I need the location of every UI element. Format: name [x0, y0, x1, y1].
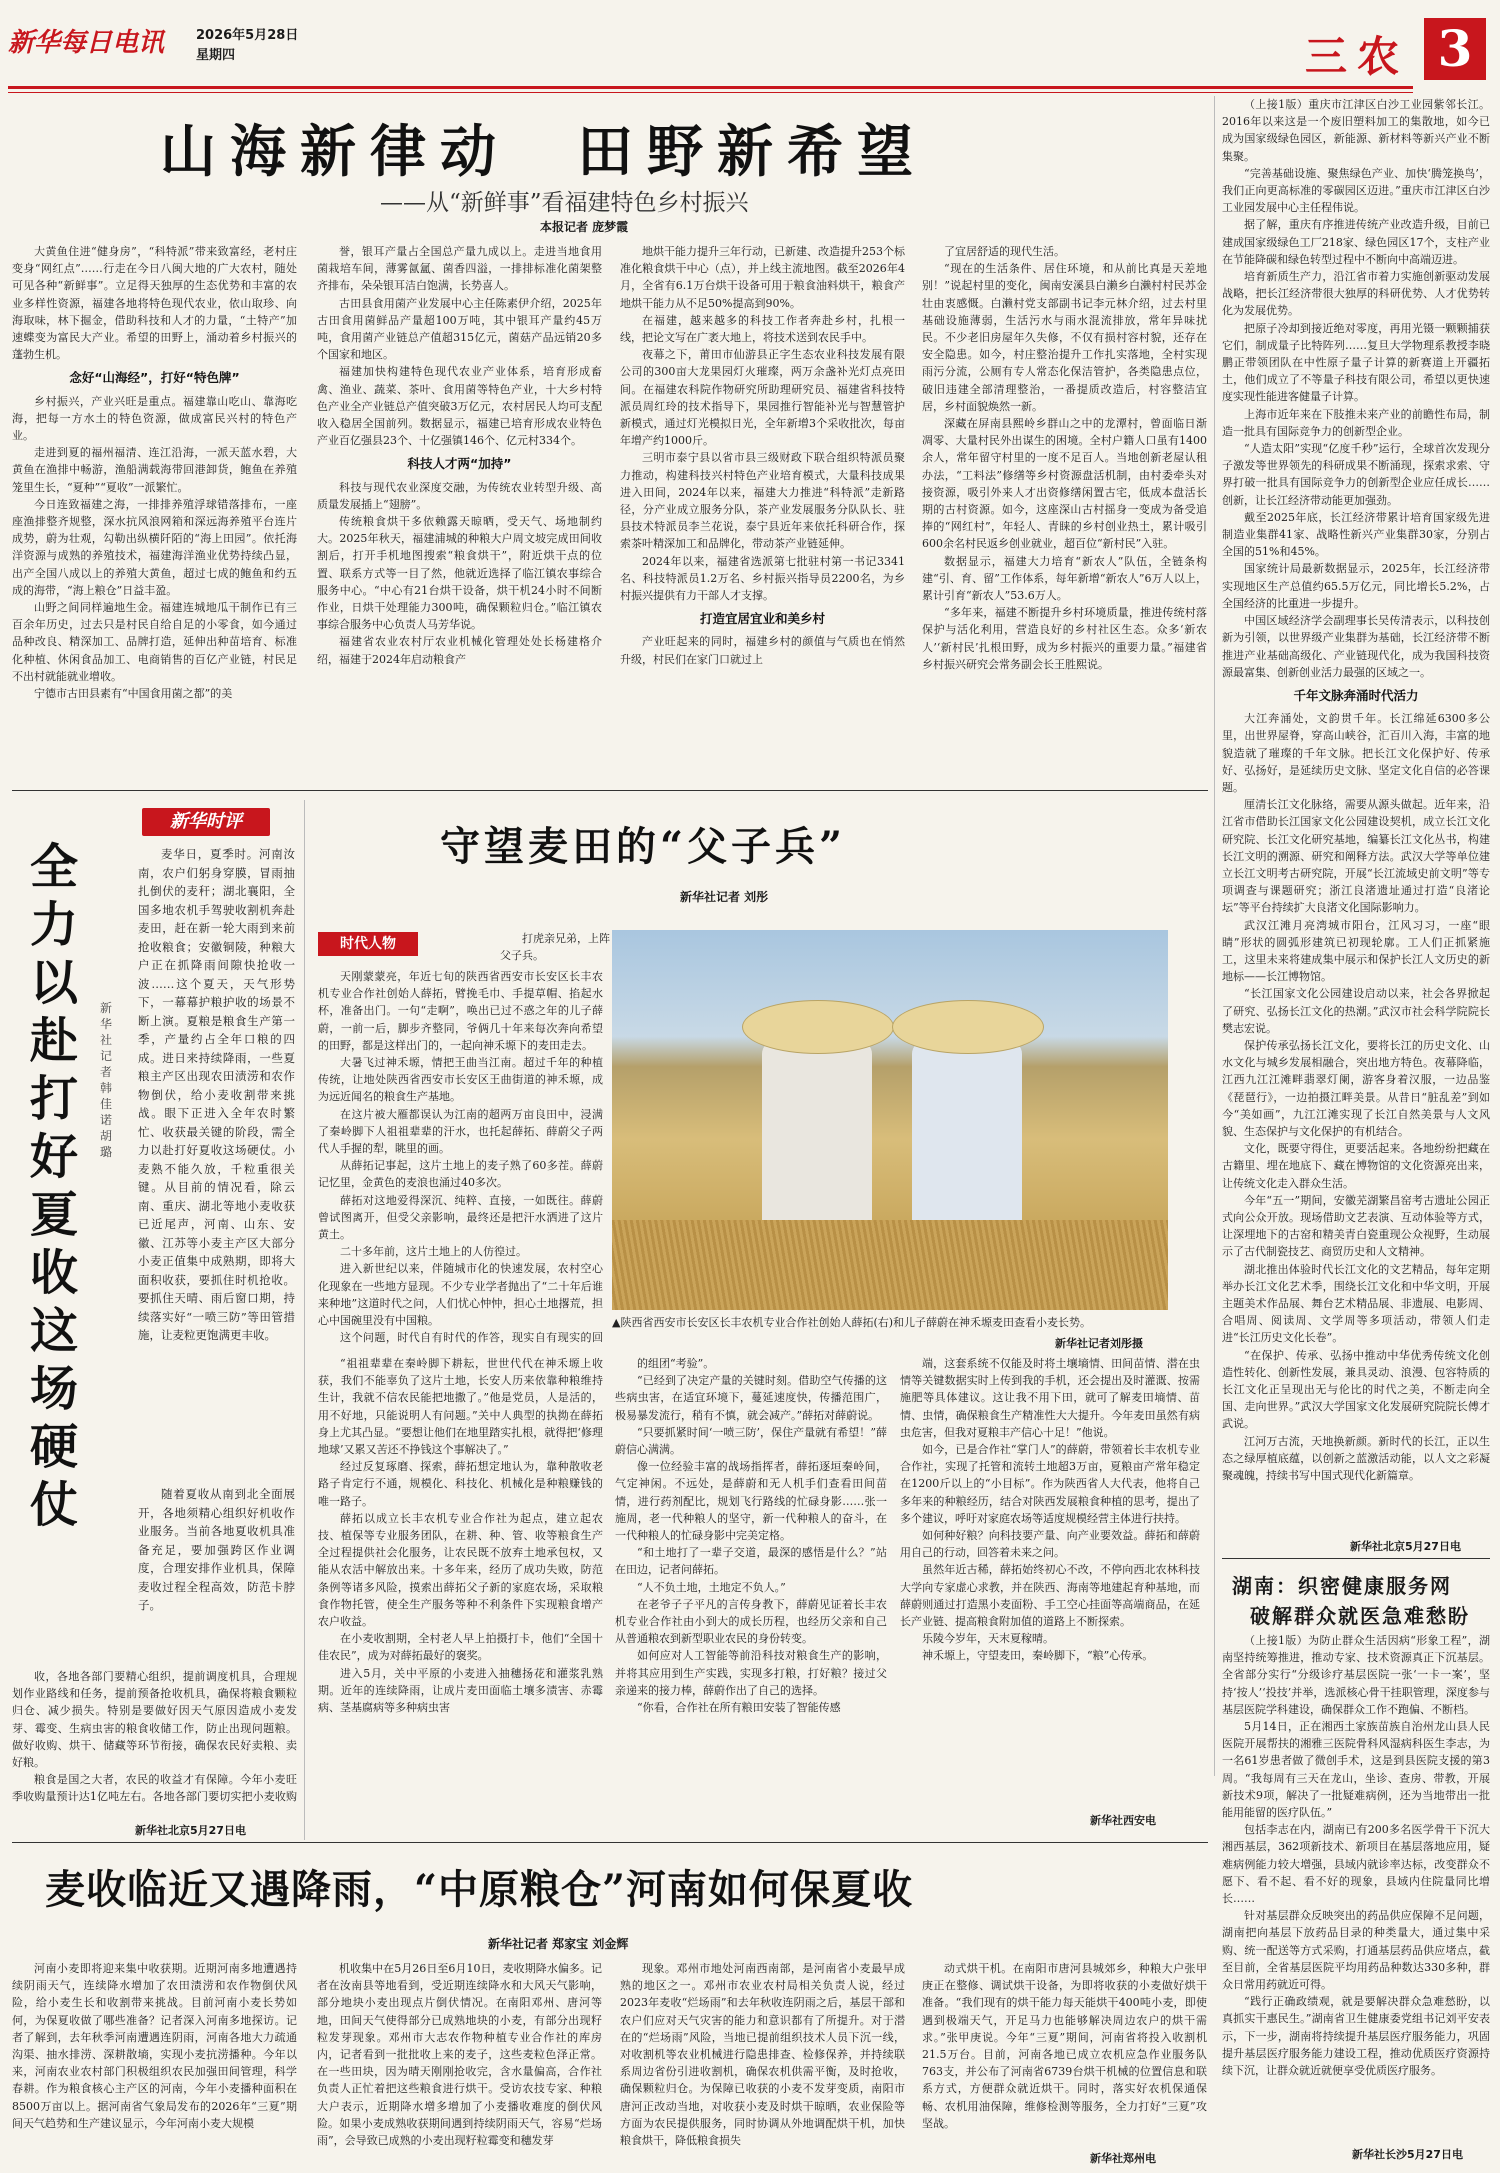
paragraph: 针对基层群众反映突出的药品供应保障不足问题，湖南把向基层下放药品目录的种类量大，通过集中采购、统一配送等方式采购，打通基层药品供应堵点，截至目前，全省基层医院平均用药品种数达330多种，群众日常用药就近可得。 — [1222, 1909, 1490, 1992]
paragraph: 进入5月，关中平原的小麦进入抽穗扬花和灌浆乳熟期。近年的连续降雨，让成片麦田面临土壤多渍害、赤霉病、茎基腐病等多种病虫害 — [318, 1666, 603, 1715]
paragraph: 走进到夏的福州福清、连江沿海，一派天蓝水碧，大黄鱼在渔排中畅游，渔船满载海带回港卸货，鲍鱼在养殖笼里生长，“夏种”“夏收”一派繁忙。 — [12, 446, 297, 494]
hunan-title-1: 湖南：织密健康服务网 — [1232, 1574, 1452, 1598]
paragraph: 保护传承弘扬长江文化，要将长江的历史文化、山水文化与城乡发展相融合，突出地方特色。夜幕降临，江西九江江滩畔翡翠灯阑，游客身着汉服，一边品鉴《琵琶行》，一边拍摄江畔美景。从昔日“脏乱差”到如今“美如画”，九江江滩实现了长江自然美景与人文风貌、生态保护与文化保护的有机结合。 — [1222, 1038, 1490, 1138]
paragraph: 薛拓对这地爱得深沉、纯粹、直接，一如既往。薛蔚曾试图离开，但受父亲影响，最终还是把汗水洒进了这片黄土。 — [318, 1193, 603, 1242]
hunan-byline: 新华社长沙5月27日电 — [1352, 2148, 1463, 2161]
paragraph: “现在的生活条件、居住环境，和从前比真是天差地别！”说起村里的变化，闽南安溪县白濑乡白濑村村民苏金壮由衷感慨。白濑村党支部副书记李元林介绍，过去村里基础设施薄弱，生活污水与雨水混流排放，常年异味扰民。不少老旧房屋年久失修，不仅有损村容村貌，还存在安全隐患。如今，村庄整治提升工作扎实落地，全村实现雨污分流，公厕有专人常态化保洁管护，各类隐患点位，破旧违建全部清理整治，一番提质改造后，村容整洁宜居，乡村面貌焕然一新。 — [922, 262, 1207, 413]
hunan-article-col — [1222, 1632, 1490, 2142]
paragraph: “你看，合作社在所有粮田安装了智能传感 — [637, 1701, 841, 1715]
issue-weekday: 星期四 — [196, 48, 236, 63]
article2-badge-label: 时代人物 — [340, 936, 396, 952]
paragraph: 在小麦收割期，全村老人早上拍摄打卡，他们“全国十佳农民”，成为对薛拓最好的褒奖。 — [318, 1632, 603, 1663]
article1-col1 — [12, 243, 297, 778]
photo-credit: 新华社记者刘彤摄 — [1055, 1337, 1143, 1350]
article3-title: 麦收临近又遇降雨，“中原粮仓”河南如何保夏收 — [45, 1866, 914, 1913]
paragraph: 三明市泰宁县以省市县三级财政下联合组织特派员聚力推动，构建科技兴村特色产业培育模式，大量科技成果进入田间，2024年以来，福建大力推进“科特派”走新路径，分产业成立服务分队，茶产业发展服务分队队长、驻县技术特派员李兰花说，泰宁县近年来依托科研合作，探索茶叶精深加工和品牌化，带动茶产业链延伸。 — [620, 451, 905, 551]
page-number-box — [1424, 18, 1486, 80]
paragraph: 产业旺起来的同时，福建乡村的颜值与气质也在悄然升级，村民们在家门口就过上 — [620, 635, 905, 666]
paragraph: “践行正确政绩观，就是要解决群众急难愁盼，以真抓实干惠民生。”湖南省卫生健康委党组书记刘平安表示，下一步，湖南将持续提升基层医疗服务能力，巩固提升基层医疗服务能力建设工程，推动优质医疗资源持续下沉，让群众就近就便享受优质医疗服务。 — [1222, 1995, 1490, 2078]
wheat-field-photo — [612, 930, 1168, 1310]
paragraph: 据了解，重庆有序推进传统产业改造升级，目前已建成国家级绿色工厂218家、绿色园区17个，支柱产业在节能降碳和绿色转型过程中不断向中高端迈进。 — [1222, 218, 1490, 266]
article3-col2 — [317, 1960, 602, 2168]
paragraph: 的组团“考验”。 — [637, 1357, 715, 1370]
article1-byline: 本报记者 庞梦霞 — [540, 220, 629, 234]
article1-subheading-1: 念好“山海经”，打好“特色牌” — [69, 370, 240, 386]
photo-hat-left — [742, 1000, 894, 1054]
paragraph: 河南小麦即将迎来集中收获期。近期河南多地遭遇持续阴雨天气，连续降水增加了农田渍涝和农作物倒伏风险，给小麦生长和收割带来挑战。目前河南小麦长势如何，为保夏收做了哪些准备？记者深入河南多地探访。记者了解到，去年秋季河南遭遇连阴雨，河南各地大力疏通沟渠、抽水排涝、深耕散墒，实现小麦抗涝播种。今年以来，河南农业农村部门积极组织农民加强田间管理，科学春耕。作为粮食核心主产区的河南，今年小麦播种面积在8500万亩以上。据河南省气象局发布的2026年“三夏”期间天气趋势和生产建议显示，今年河南小麦大规模 — [12, 1962, 297, 2130]
paragraph: 如何种好粮？向科技要产量、向产业要效益。薛拓和薛蔚用自己的行动，回答着未来之问。 — [900, 1529, 1200, 1560]
paragraph: 神禾塬上，守望麦田，秦岭脚下，“粮”心传承。 — [922, 1649, 1154, 1663]
paragraph: 在老爷子子平凡的言传身教下，薛蔚见证着长丰农机专业合作社由小到大的成长历程，也经历父亲和自己从普通粮农到新型职业农民的身份转变。 — [615, 1597, 887, 1646]
paragraph: 誉，银耳产量占全国总产量九成以上。走进当地食用菌栽培车间，薄雾氤氲、菌香四溢，一排排标准化菌架整齐排布，朵朵银耳洁白饱满，长势喜人。 — [317, 245, 602, 293]
article2-col3 — [615, 1355, 887, 1825]
paragraph: 粮食是国之大者，农民的收益才有保障。今年小麦旺季收购量预计达1亿吨左右。各地各部门要切实把小麦收购 — [12, 1773, 297, 1804]
paragraph: “祖祖辈辈在秦岭脚下耕耘，世世代代在神禾塬上收获，我们不能辜负了这片土地，长安人历来依靠种粮维持生计，我就不信农民能把地撒了。”他是党员，人是活的，用不好地，只能说明人有问题。”关中人典型的执拗在薛拓身上尤其凸显。“要想让他们在地里踏实扎根，就得把‘修理地球’又累又苦还不挣钱这个事解决了。” — [318, 1357, 603, 1457]
paragraph: 大黄鱼住进“健身房”，“科特派”带来致富经，老村庄变身“网红点”……行走在今日八闽大地的广大农村，随处可见各种“新鲜事”。立足得天独厚的生态优势和丰富的农业多样性资源，福建各地将特色现代农业，依山取珍、向海取味，林下掘金，借助科技和人才的力量，“土特产”加速蝶变为富民大产业。希望的田野上，涌动着乡村振兴的蓬勃生机。 — [12, 245, 297, 362]
paragraph: 随着夏收从南到北全面展开，各地须精心组织好机收作业服务。当前各地夏收机具准备充足，要加强跨区作业调度，合理安排作业机具，保障麦收过程全程高效，防范卡脖子。 — [138, 1487, 295, 1612]
article-divider — [12, 1842, 1208, 1843]
article1-col3 — [620, 243, 905, 778]
paragraph: 文化，既要守得住，更要活起来。各地纷纷把藏在古籍里、埋在地底下、藏在博物馆的文化资源亮出来，让传统文化走入群众生活。 — [1222, 1142, 1490, 1190]
paragraph: 端，这套系统不仅能及时将土壤墒情、田间苗情、潜在虫情等关键数据实时上传到我的手机，还会提出及时灌溉、按需施肥等具体建议。这让我不用下田，就可了解麦田墒情、苗情、虫情，确保粮食生产精准性大大提升。今年麦田虽然有病虫危害，但我对夏粮丰产信心十足！”他说。 — [900, 1357, 1200, 1439]
paragraph: 中国区域经济学会副理事长吴传清表示，以科技创新为引领，以世界级产业集群为基础，长江经济带不断推进产业基础高级化、产业链现代化，成为我国科技资源最富集、创新创业活力最强的区域之一。 — [1222, 614, 1490, 679]
article2-byline-end: 新华社西安电 — [1090, 1814, 1156, 1827]
newspaper-logo: 新华每日电讯 — [8, 28, 165, 58]
paragraph: 在福建，越来越多的科技工作者奔赴乡村，扎根一线，把论文写在广袤大地上，将技术送到农民手中。 — [620, 313, 905, 345]
article3-byline-end: 新华社郑州电 — [1090, 2152, 1156, 2165]
paragraph: 现象。邓州市地处河南西南部，是河南省小麦最早成熟的地区之一。邓州市农业农村局相关负责人说，经过2023年麦收“烂场雨”和去年秋收连阴雨之后，基层干部和农户们应对天气灾害的能力和意识都有了所提升。对于潜在的“烂场雨”风险，当地已提前组织技术人员下沉一线，对收割机等农业机械进行隐患排查、检修保养，并持续联系周边省份引进收割机，确保农机供需平衡，及时抢收，确保颗粒归仓。为保障已收获的小麦不发芽变质，南阳市唐河正改动当地，对收获小麦及时烘干晾晒，农业保险等方面为农民提供服务，同时协调从外地调配烘干机，加快粮食烘干，降低粮食损失 — [620, 1962, 905, 2148]
paragraph: 包括李志在内，湖南已有200多名医学骨干下沉大湘西基层，362项新技术、新项目在基层落地应用，疑难病例能力较大增强，县域内就诊率达标，改变群众不愿下、看不起、看不好的现象，县域内住院量同比增长…… — [1222, 1823, 1490, 1906]
commentary-byline-end: 新华社北京5月27日电 — [135, 1824, 246, 1837]
right-divider — [1222, 1558, 1490, 1559]
article1-title: 山海新律动 田野新希望 — [160, 119, 927, 185]
paragraph: 在这片被大雁都误认为江南的超两万亩良田中，浸满了秦岭脚下人祖祖辈辈的汗水，也托起薛拓、薛蔚父子两代人手握的犁，眺里的画。 — [318, 1107, 603, 1156]
paragraph: “在保护、传承、弘扬中推动中华优秀传统文化创造性转化、创新性发展，兼具灵动、浪漫、包容特质的长江文化正呈现出无与伦比的时代之美，不断走向全国、走向世界。”武汉大学国家文化发展研究院院长傅才武说。 — [1222, 1348, 1490, 1431]
paragraph: 5月14日，正在湘西土家族苗族自治州龙山县人民医院开展帮扶的湘雅三医院骨科风湿病科医生李志，为一名61岁患者做了微创手术，这是到县医院支援的第3周。“我每周有三天在龙山，坐诊、查房、带教，开展新技术9项，解决了一批疑难病例，还为当地带出一批能用能留的医疗队伍。” — [1222, 1720, 1490, 1820]
article2-badge — [318, 932, 418, 956]
paragraph: 这个问题，时代自有时代的作答，现实自有现实的回 — [340, 1331, 603, 1345]
paragraph: 今日连致福建之海，一排排养殖浮球错落排布，一座座渔排整齐规整，深水抗风浪网箱和深远海养殖平台连片成势，蔚为壮观，勾勒出纵横阡陌的“海上田园”。依托海洋资源与成熟的养殖技术，福建海洋渔业优势持续凸显，出产全国八成以上的养殖大黄鱼，超过七成的鲍鱼和约五成的海带，“海上粮仓”日益丰盈。 — [12, 497, 297, 597]
paragraph: 二十多年前，这片土地上的人仿徨过。 — [340, 1245, 527, 1259]
article2-byline: 新华社记者 刘彤 — [680, 890, 769, 904]
column-divider — [1214, 96, 1215, 1776]
paragraph: 福建加快构建特色现代农业产业体系，培育形成畜禽、渔业、蔬菜、茶叶、食用菌等特色产业，十大乡村特色产业全产业链总产值突破3万亿元，农村居民人均可支配收入稳居全国前列。数据显示，福建已培育形成农业特色产业百亿强县23个、十亿强镇146个、亿元村334个。 — [317, 365, 602, 448]
paragraph: 如今，已是合作社“掌门人”的薛蔚，带领着长丰农机专业合作社，实现了托管和流转土地超3万亩，夏粮亩产常年稳定在1200斤以上的“小目标”。作为陕西省人大代表，他将自己多年来的种粮经历，结合对陕西发展粮食种植的思考，提出了多个建议，呼吁对家庭农场等适度规模经营主体进行扶持。 — [900, 1443, 1200, 1525]
paragraph: 传统粮食烘干多依赖露天晾晒，受天气、场地制约大。2025年秋天，福建浦城的种粮大户周文坡完成田间收割后，打开手机地图搜索“粮食烘干”，附近烘干点的位置、联系方式等一目了然，他就近选择了临江镇农事综合服务中心。“中心有21台烘干设备，烘干机24小时不间断作业，日烘干处理能力300吨，确保颗粒归仓。”临江镇农事综合服务中心负责人马芳华说。 — [317, 515, 602, 632]
paragraph: 从薛拓记事起，这片土地上的麦子熟了60多茬。薛蔚记忆里，金黄色的麦浪也涌过40多次。 — [318, 1159, 603, 1190]
right-subheading: 千年文脉奔涌时代活力 — [1293, 687, 1419, 703]
paragraph: （上接1版）重庆市江津区白沙工业园紫邻长江。2016年以来这是一个废旧塑料加工的集散地，如今已成为国家级绿色园区，新能源、新材料等新兴产业不断集聚。 — [1222, 98, 1490, 163]
paragraph: 麦华日，夏季时。河南汝南，农户们躬身穿膜，冒雨抽扎倒伏的麦秆；湖北襄阳，全国多地农机手驾驶收割机奔赴麦田，赶在新一轮大雨到来前抢收粮食；安徽铜陵，种粮大户正在抓降雨间隙快抢收一波……这个夏天，天气形势下，一幕幕护粮护收的场景不断上演。夏粮是粮食生产第一季，产量约占全年口粮的四成。进日来持续降雨，一些夏粮主产区出现农田渍涝和农作物倒伏，给小麦收割带来挑战。眼下正进入全年农时繁忙、收获最关键的阶段，需全力以赴打好夏收这场硬仗。小麦熟不能久放，千粒重很关键。从目前的情况看，除云南、重庆、湖北等地小麦收获已近尾声，河南、山东、安徽、江苏等小麦主产区大部分小麦正值集中成熟期，即将大面积收获，要抓住时机抢收。要抓住天晴、雨后窗口期，持续落实好“一喷三防”等田管措施，让麦粒更饱满更丰收。 — [138, 847, 295, 1342]
paragraph: 国家统计局最新数据显示，2025年，长江经济带实现地区生产总值约65.5万亿元，同比增长5.2%，占全国经济的比重进一步提升。 — [1222, 562, 1490, 610]
commentary-col-a — [138, 845, 295, 1475]
section-name: 三农 — [1305, 32, 1410, 81]
article2-lead — [500, 930, 610, 968]
article3-col3 — [620, 1960, 905, 2168]
article2-col2 — [318, 1355, 603, 1825]
commentary-badge-label: 新华时评 — [170, 811, 242, 832]
article3-col4 — [922, 1960, 1207, 2150]
article3-col1 — [12, 1960, 297, 2168]
paragraph: 收，各地各部门要精心组织，提前调度机具，合理规划作业路线和任务，提前预备抢收机具，确保将粮食颗粒归仓、减少损失。特别是要做好因天气原因造成小麦发芽、霉变、生病虫害的粮食收储工作，防止出现问题粮。做好收购、烘干、储藏等环节衔接，确保农民好卖粮、卖好粮。 — [12, 1670, 297, 1770]
paragraph: 厘清长江文化脉络，需要从源头做起。近年来，沿江省市借助长江国家文化公园建设契机，成立长江文化研究院、长江文化研究基地，编纂长江文化丛书，构建长江文明的溯源、研究和阐释方法。武汉大学等单位建立长江文明考古研究院，开展“长江流域史前文明”等专项调查与课题研究；浙江良渚遗址通过打造“良渚论坛”等平台持续扩大良渚文化国际影响力。 — [1222, 798, 1490, 915]
commentary-col-b — [138, 1485, 295, 1665]
article2-col4 — [900, 1355, 1200, 1810]
paragraph: 2024年以来，福建省选派第七批驻村第一书记3341名、科技特派员1.2万名、乡村振兴指导员2200名，为乡村振兴提供有力干部人才支撑。 — [620, 554, 905, 603]
paragraph: “和土地打了一辈子交道，最深的感悟是什么？”站在田边，记者问薛拓。 — [615, 1546, 887, 1577]
paragraph: “已经到了决定产量的关键时刻。借助空气传播的这些病虫害，在适宜环境下，蔓延速度快，传播范围广，极易暴发流行，稍有不慎，就会减产。”薛拓对薛蔚说。 — [615, 1374, 887, 1422]
article2-col1 — [318, 968, 603, 1348]
paragraph: 大江奔涌处，文韵贯千年。长江绵延6300多公里，出世界屋脊，穿高山峡谷，汇百川入海，丰富的地貌造就了璀璨的千年文脉。把长江文化保护好、传承好、弘扬好，是延续历史文脉、坚定文化自信的必答课题。 — [1222, 712, 1490, 794]
paragraph: 天刚蒙蒙亮，年近七旬的陕西省西安市长安区长丰农机专业合作社创始人薛拓，臂挽毛巾、手提草帽、掐起水杯，准备出门。一句“走啊”，唤出已过不惑之年的儿子薛蔚，一前一后，脚步齐整同，爷俩几十年来每次奔向希望的田野，都是这样出门的，一起向神禾塬下的麦田走去。 — [318, 970, 603, 1052]
paragraph: 武汉江滩月亮湾城市阳台，江风习习，一座“眼睛”形状的圆弧形建筑已初现轮廓。工人们正抓紧施工，这里未来将建成集中展示和保护长江人文历史的新地标——长江博物馆。 — [1222, 918, 1490, 984]
paragraph: 乡村振兴，产业兴旺是重点。福建靠山吃山、靠海吃海，把每一方水土的特色资源，做成富民兴村的特色产业。 — [12, 394, 297, 443]
issue-date: 2026年5月28日 — [196, 28, 299, 43]
right-article-byline: 新华社北京5月27日电 — [1350, 1540, 1461, 1553]
paragraph: 经过反复琢磨、探索，薛拓想定地认为，靠种散收老路子肯定行不通，规模化、科技化、机械化是种粮赚钱的唯一路子。 — [318, 1460, 603, 1508]
paragraph: “人造太阳”实现“亿度千秒”运行，全球首次发现分子激发等世界领先的科研成果不断涌现，探索求索、守界打破一批具有国际竞争力的创新型企业应任成长……创新，让长江经济带动能更加强劲。 — [1222, 442, 1490, 507]
paragraph: 乐陵今岁年，天末夏稼晴。 — [922, 1632, 1054, 1646]
paragraph: 今年“五一”期间，安徽芜湖繁昌窑考古遗址公园正式向公众开放。现场借助文艺表演、互动体验等方式，让深埋地下的古窑和精美青白瓷重现公众视野，生动展示了古代制瓷技艺、商贸历史和人文精神。 — [1222, 1193, 1490, 1259]
paragraph: 山野之间同样遍地生金。福建连城地瓜干制作已有三百余年历史，过去只是村民自给自足的小零食，如今通过品种改良、精深加工、品牌打造，延伸出种苗培育、标准化种植、休闲食品加工、电商销售的百亿产业链，村民足不出村就能就业增收。 — [12, 601, 297, 683]
article-divider — [12, 790, 1208, 791]
paragraph: 大暑飞过神禾塬，情把王曲当江南。超过千年的种植传统，让地处陕西省西安市长安区王曲街道的神禾塬，成为远近闻名的粮食生产基地。 — [318, 1056, 603, 1104]
paragraph: “多年来，福建不断提升乡村环境质量，推进传统村落保护与活化利用，营造良好的乡村社区生态。众多‘新农人’‘新村民’扎根田野，成为乡村振兴的重要力量。”福建省乡村振兴研究会常务副会长王胜熙说。 — [922, 606, 1207, 671]
commentary-title: 全力以赴打好夏收这场硬仗 — [30, 839, 79, 1533]
right-article-col — [1222, 96, 1490, 1536]
paragraph: 把原子冷却到接近绝对零度，再用光镊一颗颗捕获它们，制成量子比特阵列……复旦大学物理系教授李晓鹏正带领团队在中性原子量子计算的新赛道上开疆拓土，他们成立了不等量子科技有限公司，希望以更快速度实现性能进客健量子计算。 — [1222, 321, 1490, 404]
paragraph: “完善基础设施、聚焦绿色产业、加快‘腾笼换鸟’，我们正向更高标准的零碳园区迈进。”重庆市江津区白沙工业园发展中心主任程伟说。 — [1222, 166, 1490, 215]
paragraph: 福建省农业农村厅农业机械化管理处处长杨建格介绍，福建于2024年启动粮食产 — [317, 635, 602, 666]
article1-col2 — [317, 243, 602, 778]
paragraph: 深藏在屏南县熙岭乡群山之中的龙潭村，曾面临日渐凋零、大量村民外出谋生的困境。全村户籍人口虽有1400余人，常年留守村里的一度不足百人。当地创新老屋认租办法，“工料法”修缮等乡村资源盘活机制，由村委牵头对接资源，吸引外来人才出资修缮闲置古宅，低成本盘活长期的古村资源。如今，这座深山古村摇身一变成为备受追捧的“网红村”，年轻人、青睐的乡村创业热土，累计吸引600余名村民返乡创业就业，超百位“新村民”入驻。 — [922, 417, 1207, 551]
article1-col4 — [922, 243, 1207, 778]
paragraph: 夜幕之下，莆田市仙游县正字生态农业科技发展有限公司的300亩大龙果园灯火璀璨，两万余盏补光灯点亮田间。在福建农科院作物研究所助理研究员、福建省科技特派员周红玲的技术指导下，果园推行智能补光与智慧管护新模式，通过灯光模拟日光，全年新增3个采收批次，每亩年增产约1000斤。 — [620, 348, 905, 448]
photo-wheat-foreground — [612, 1220, 1168, 1310]
page-number: 3 — [1437, 19, 1473, 78]
header-rule-thin — [8, 92, 1413, 93]
paragraph: “人不负土地，土地定不负人。” — [637, 1580, 786, 1594]
paragraph: 虽然年近古稀，薛拓始终初心不改，不停向西北农林科技大学向专家虚心求教，并在陕西、海南等地建起育种基地，而薛蔚则通过打造黑小麦面粉、手工空心挂面等高端商品，在延长产业链、提高粮食附加值的道路上不断探索。 — [900, 1563, 1200, 1629]
paragraph: 了宜居舒适的现代生活。 — [944, 245, 1065, 258]
commentary-byline: 新华社记者 韩佳诺 胡璐 — [100, 1001, 113, 1159]
paragraph: 打虎亲兄弟，上阵父子兵。 — [500, 932, 610, 963]
header-rule — [8, 86, 1413, 89]
column-divider — [304, 800, 305, 1840]
paragraph: （上接1版）为防止群众生活因病“形象工程”，湖南坚持统筹推进，推动专家、技术资源真正下沉基层。全省部分实行“分级诊疗基层医院一张‘一卡一案’，坚持‘按人’‘投技’并举，选派核心骨干挂职管理，深度参与基层医院学科建设，确保群众工作不跑偏、不断档。 — [1222, 1634, 1490, 1716]
paragraph: 培育新质生产力，沿江省市着力实施创新驱动发展战略，把长江经济带很大独厚的科研优势、人才优势转化为发展优势。 — [1222, 270, 1490, 318]
commentary-col-c — [12, 1668, 297, 1808]
hunan-title-2: 破解群众就医急难愁盼 — [1250, 1604, 1470, 1628]
paragraph: 机收集中在5月26日至6月10日，麦收期降水偏多。记者在汝南县等地看到，受近期连续降水和大风天气影响，部分地块小麦出现点片倒伏情况。在南阳邓州、唐河等地，田间天气使得部分已成熟地块的小麦，有部分出现籽粒发芽现象。邓州市大志农作物种植专业合作社的库房内，记者看到一批批收上来的麦子，这些麦粒色泽正常。在一些田块，因为晴天刚刚抢收完，含水量偏高，合作社负责人正忙着把这些粮食进行烘干。受访农技专家、种粮大户表示，近期降水增多增加了小麦播收难度的倒伏风险。如果小麦成熟收获期间遇到持续阴雨天气，容易“烂场雨”，会导致已成熟的小麦出现籽粒霉变和穗发芽 — [317, 1962, 602, 2148]
article1-subheading-2: 科技人才两“加持” — [407, 456, 512, 472]
article2-title: 守望麦田的“父子兵” — [440, 823, 847, 870]
paragraph: 湖北推出体验时代长江文化的文艺精品，每年定期举办长江文化艺术季，围绕长江文化和中华文明，开展主题美术作品展、舞台艺术精品展、非遗展、电影周、合唱周、阅读周、文学周等多项活动，带领人们走进“长江历史文化长卷”。 — [1222, 1262, 1490, 1345]
paragraph: 动式烘干机。在南阳市唐河县城郊乡，种粮大户张甲庚正在整修、调试烘干设备，为即将收获的小麦做好烘干准备。“我们现有的烘干能力每天能烘干400吨小麦，即使遇到极端天气，开足马力也能够解决周边农户的烘干需求。”张甲庚说。今年“三夏”期间，河南省将投入收割机21.5万台。目前，河南各地已成立农机应急作业服务队763支，并公布了河南省6739台烘干机械的位置信息和联系方式，方便群众就近烘干。同时，落实好农机保通保畅、农机用油保障，维修检测等服务，全力打好“三夏”攻坚战。 — [922, 1962, 1207, 2130]
paragraph: “长江国家文化公园建设启动以来，社会各界掀起了研究、弘扬长江文化的热潮。”武汉市社会科学院院长樊志宏说。 — [1222, 987, 1490, 1035]
commentary-badge — [142, 808, 270, 836]
paragraph: 古田县食用菌产业发展中心主任陈素伊介绍，2025年古田食用菌鲜品产量超100万吨，其中银耳产量约45万吨，食用菌产业链总产值超315亿元，菌菇产品远销20多个国家和地区。 — [317, 296, 602, 362]
paragraph: 戴至2025年底，长江经济带累计培育国家级先进制造业集群41家、战略性新兴产业集群30家，分别占全国的51%和45%。 — [1222, 510, 1490, 559]
paragraph: 像一位经验丰富的战场指挥者，薛拓逐垣秦岭间，气定神闲。不远处，是薛蔚和无人机手们查看田间苗情，进行药剂配比，规划飞行路线的忙碌身影……张一施周，老一代种粮人的坚守，新一代种粮人的奋斗，在一代种粮人的忙碌身影中完美定格。 — [615, 1460, 887, 1543]
paragraph: 数据显示，福建大力培育“新农人”队伍，全链条构建“引、育、留”工作体系，每年新增“新农人”6万人以上，累计引育“新农人”53.6万人。 — [922, 554, 1207, 603]
paragraph: 科技与现代农业深度交融，为传统农业转型升级、高质量发展插上“翅膀”。 — [317, 480, 602, 511]
photo-caption-text: ▲陕西省西安市长安区长丰农机专业合作社创始人薛拓(右)和儿子薛蔚在神禾塬麦田查看小麦长势。 — [612, 1316, 1092, 1329]
article1-subheading-3: 打造宜居宜业和美乡村 — [699, 611, 825, 627]
photo-hat-right — [892, 1000, 1044, 1054]
paragraph: 江河万古流，天地换新颜。新时代的长江，正以生态之绿厚植底蕴，以创新之蓝激活动能，以人文之彩凝聚魂魄，持续书写中国式现代化新篇章。 — [1222, 1434, 1490, 1483]
paragraph: 地烘干能力提升三年行动，已新建、改造提升253个标准化粮食烘干中心（点），并上线主流地图。截至2026年4月，全省有6.1万台烘干设备可用于粮食油料烘干，粮食产地烘干能力从不足50%提高到90%。 — [620, 245, 905, 310]
paragraph: 薛拓以成立长丰农机专业合作社为起点，建立起农技、植保等专业服务团队，在耕、种、管、收等粮食生产全过程提供社会化服务，让农民既不放弃土地承包权，又能从农活中解放出来。十多年来，经历了成功失败，防范条例等诸多风险，摸索出薛拓父子新的家庭农场，采取粮食作物托管，使全生产服务等种不利条件下实现粮食增产农户收益。 — [318, 1511, 603, 1629]
paragraph: “只要抓紧时间‘一喷三防’，保住产量就有希望！”薛蔚信心满满。 — [615, 1425, 887, 1457]
paragraph: 上海市近年来在下肢推未来产业的前瞻性布局，制造一批具有国际竞争力的创新型企业。 — [1222, 407, 1490, 438]
paragraph: 如何应对人工智能等前沿科技对粮食生产的影响，并将其应用到生产实践，实现多打粮，打好粮？接过父亲递来的接力棒，薛蔚作出了自己的选择。 — [615, 1649, 887, 1697]
article1-subtitle: ——从“新鲜事”看福建特色乡村振兴 — [380, 190, 749, 216]
paragraph: 宁德市古田县素有“中国食用菌之都”的美 — [34, 687, 233, 701]
paragraph: 进入新世纪以来，伴随城市化的快速发展，农村空心化现象在一些地方显现。不少专业学者抛出了“二十年后谁来种地”这道时代之问，人们忧心忡忡，担心土地撂荒，担心中国碗里没有中国粮。 — [318, 1262, 603, 1328]
article3-byline: 新华社记者 郑家宝 刘金辉 — [488, 1937, 629, 1951]
